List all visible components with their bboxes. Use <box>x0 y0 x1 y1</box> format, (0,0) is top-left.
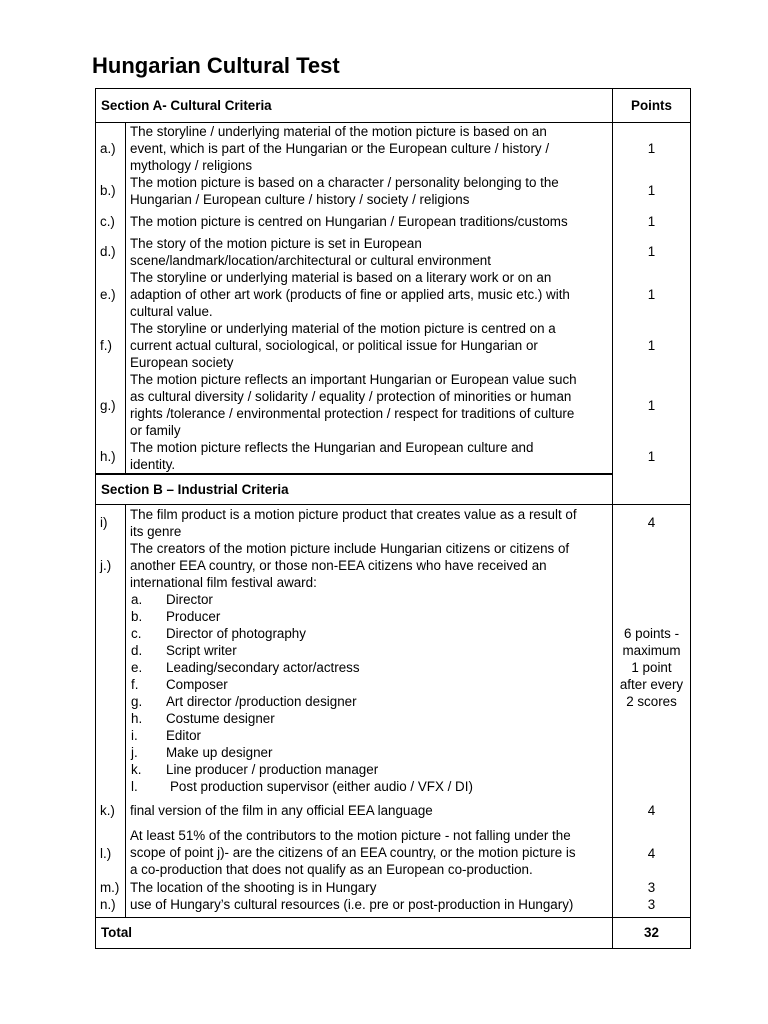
criterion-text: The story of the motion picture is set in European <box>130 236 422 251</box>
row-label: k.) <box>100 803 115 818</box>
label-column-divider <box>125 504 126 917</box>
row-points: after every <box>619 677 684 692</box>
row-points: 1 <box>647 183 656 198</box>
criterion-text: mythology / religions <box>130 158 253 173</box>
crew-role-letter: c. <box>131 626 142 641</box>
row-points: 1 <box>647 141 656 156</box>
crew-role: Costume designer <box>166 711 275 726</box>
criterion-text: international film festival award: <box>130 575 317 590</box>
row-points: 4 <box>647 803 656 818</box>
criterion-text: The film product is a motion picture product that creates value as a result of <box>130 507 577 522</box>
crew-role: Editor <box>166 728 201 743</box>
row-points: 1 <box>647 449 656 464</box>
row-points: 1 <box>647 338 656 353</box>
criterion-text: European society <box>130 355 234 370</box>
row-points: 1 <box>647 287 656 302</box>
criterion-text: The motion picture is based on a character / personality belonging to the <box>130 175 559 190</box>
row-points: 1 point <box>631 660 672 675</box>
criterion-text: The creators of the motion picture include Hungarian citizens or citizens of <box>130 541 570 556</box>
row-points: 4 <box>647 515 656 530</box>
crew-role-letter: l. <box>131 779 138 794</box>
crew-role-letter: i. <box>131 728 138 743</box>
row-label: b.) <box>100 183 116 198</box>
criterion-text: The motion picture reflects the Hungarian and European culture and <box>130 440 534 455</box>
criterion-text: At least 51% of the contributors to the motion picture - not falling under the <box>130 828 571 843</box>
crew-role: Composer <box>166 677 228 692</box>
crew-role-letter: e. <box>131 660 143 675</box>
row-points: 1 <box>647 398 656 413</box>
criterion-text: event, which is part of the Hungarian or the European culture / history / <box>130 141 550 156</box>
criterion-text: The motion picture reflects an important Hungarian or European value such <box>130 372 577 387</box>
criterion-text: use of Hungary’s cultural resources (i.e. pre or post-production in Hungary) <box>130 897 574 912</box>
row-label: j.) <box>100 558 112 573</box>
row-label: l.) <box>100 846 112 861</box>
section-b-heading: Section B – Industrial Criteria <box>101 482 289 497</box>
row-label: f.) <box>100 338 112 353</box>
criterion-text: The motion picture is centred on Hungarian / European traditions/customs <box>130 214 568 229</box>
crew-role-letter: f. <box>131 677 139 692</box>
row-label: h.) <box>100 449 116 464</box>
crew-role: Director <box>166 592 213 607</box>
document-title: Hungarian Cultural Test <box>92 53 340 78</box>
row-points: 1 <box>647 244 656 259</box>
total-points: 32 <box>644 925 659 940</box>
row-label: e.) <box>100 287 116 302</box>
criterion-text: a co-production that does not qualify as an European co-production. <box>130 862 533 877</box>
points-column-heading: Points <box>631 98 672 113</box>
criterion-text: scene/landmark/location/architectural or cultural environment <box>130 253 491 268</box>
crew-role: Producer <box>166 609 221 624</box>
row-points: 3 <box>647 897 656 912</box>
crew-role: Leading/secondary actor/actress <box>166 660 360 675</box>
crew-role-letter: d. <box>131 643 143 658</box>
crew-role-letter: j. <box>131 745 138 760</box>
criterion-text: or family <box>130 423 181 438</box>
crew-role-letter: h. <box>131 711 143 726</box>
crew-role-letter: k. <box>131 762 142 777</box>
row-label: g.) <box>100 398 116 413</box>
criterion-text: The storyline or underlying material is based on a literary work or on an <box>130 270 552 285</box>
row-points: 1 <box>647 214 656 229</box>
crew-role-letter: g. <box>131 694 143 709</box>
label-column-divider <box>125 122 126 473</box>
criterion-text: as cultural diversity / solidarity / equality / protection of minorities or human <box>130 389 572 404</box>
row-label: c.) <box>100 214 115 229</box>
criterion-text: cultural value. <box>130 304 213 319</box>
row-label: d.) <box>100 244 116 259</box>
row-points: 2 scores <box>626 694 677 709</box>
criterion-text: The storyline or underlying material of the motion picture is centred on a <box>130 321 556 336</box>
row-points: 3 <box>647 880 656 895</box>
criterion-text: scope of point j)- are the citizens of an EEA country, or the motion picture is <box>130 845 576 860</box>
crew-role-letter: a. <box>131 592 143 607</box>
criterion-text: final version of the film in any official EEA language <box>130 803 433 818</box>
row-label: i) <box>100 515 108 530</box>
crew-role: Post production supervisor (either audio / VFX / DI) <box>170 779 473 794</box>
criterion-text: adaption of other art work (products of fine or applied arts, music etc.) with <box>130 287 570 302</box>
row-label: m.) <box>100 880 120 895</box>
row-divider <box>95 473 612 475</box>
crew-role: Director of photography <box>166 626 306 641</box>
row-divider <box>95 504 691 505</box>
total-label: Total <box>101 925 132 940</box>
criterion-text: another EEA country, or those non-EEA citizens who have received an <box>130 558 547 573</box>
row-points: 4 <box>647 846 656 861</box>
criterion-text: its genre <box>130 524 182 539</box>
criterion-text: Hungarian / European culture / history / society / religions <box>130 192 470 207</box>
crew-role: Line producer / production manager <box>166 762 379 777</box>
criterion-text: rights /tolerance / environmental protection / respect for traditions of culture <box>130 406 575 421</box>
crew-role-letter: b. <box>131 609 143 624</box>
section-a-heading: Section A- Cultural Criteria <box>101 98 272 113</box>
crew-role: Script writer <box>166 643 237 658</box>
row-points: 6 points - <box>623 626 680 641</box>
crew-role: Art director /production designer <box>166 694 357 709</box>
row-label: a.) <box>100 141 116 156</box>
row-divider <box>95 917 691 918</box>
criterion-text: current actual cultural, sociological, or political issue for Hungarian or <box>130 338 538 353</box>
row-points: maximum <box>622 643 681 658</box>
criterion-text: The storyline / underlying material of the motion picture is based on an <box>130 124 547 139</box>
criterion-text: The location of the shooting is in Hungary <box>130 880 377 895</box>
criterion-text: identity. <box>130 457 176 472</box>
crew-role: Make up designer <box>166 745 273 760</box>
row-label: n.) <box>100 897 116 912</box>
